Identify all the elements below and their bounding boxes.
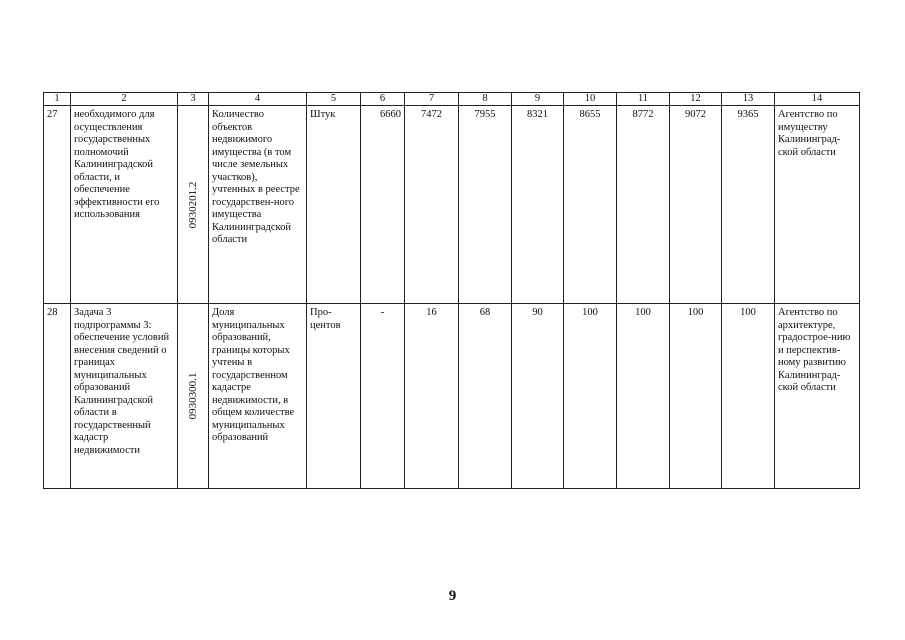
page-number: 9 xyxy=(448,588,457,604)
value-cell: 68 xyxy=(459,304,512,489)
value-cell: 8655 xyxy=(564,106,617,304)
col-header-4: 4 xyxy=(209,93,307,106)
goal-cell: необходимого для осуществления государственных полномочий Калининградской области, и обеспечение эффективности его использования xyxy=(71,106,178,304)
value-cell: 100 xyxy=(617,304,670,489)
unit-cell: Штук xyxy=(307,106,361,304)
code-cell xyxy=(178,304,209,489)
value-cell: 8321 xyxy=(512,106,564,304)
agency-cell: Агентство по имуществу Калининград-ской области xyxy=(775,106,860,304)
row-number: 28 xyxy=(44,304,71,489)
code-text: 0930201.2 xyxy=(186,181,199,228)
table-row xyxy=(44,304,860,489)
value-cell: 100 xyxy=(670,304,722,489)
col-header-1: 1 xyxy=(44,93,71,106)
agency-cell: Агентство по архитектуре, градострое-нию и перспектив-ному развитию Калининград-ской области xyxy=(775,304,860,489)
header-row xyxy=(44,93,860,106)
col-header-8: 8 xyxy=(459,93,512,106)
value-cell: 9072 xyxy=(670,106,722,304)
value-cell: - xyxy=(361,304,405,489)
table-row xyxy=(44,106,860,304)
col-header-2: 2 xyxy=(71,93,178,106)
code-cell xyxy=(178,106,209,304)
indicator-cell: Количество объектов недвижимого имущества (в том числе земельных участков), учтенных в реестре государствен-ного имущества Калининградской области xyxy=(209,106,307,304)
col-header-3: 3 xyxy=(178,93,209,106)
value-cell: 100 xyxy=(722,304,775,489)
col-header-14: 14 xyxy=(775,93,860,106)
col-header-10: 10 xyxy=(564,93,617,106)
goal-cell: Задача 3 подпрограммы 3: обеспечение условий внесения сведений о границах муниципальных образований Калининградской области в государственный кадастр недвижимости xyxy=(71,304,178,489)
col-header-7: 7 xyxy=(405,93,459,106)
col-header-11: 11 xyxy=(617,93,670,106)
col-header-12: 12 xyxy=(670,93,722,106)
row-number: 27 xyxy=(44,106,71,304)
code-text: 0930300.1 xyxy=(186,372,199,420)
indicator-cell: Доля муниципальных образований, границы которых учтены в государственном кадастре недвижимости, в общем количестве муниципальных образований xyxy=(209,304,307,489)
value-cell: 8772 xyxy=(617,106,670,304)
col-header-9: 9 xyxy=(512,93,564,106)
value-cell: 6660 xyxy=(361,106,405,304)
col-header-13: 13 xyxy=(722,93,775,106)
value-cell: 16 xyxy=(405,304,459,489)
value-cell: 7472 xyxy=(405,106,459,304)
unit-cell: Про-центов xyxy=(307,304,361,489)
value-cell: 90 xyxy=(512,304,564,489)
col-header-6: 6 xyxy=(361,93,405,106)
indicators-table xyxy=(43,92,860,489)
value-cell: 100 xyxy=(564,304,617,489)
value-cell: 9365 xyxy=(722,106,775,304)
value-cell: 7955 xyxy=(459,106,512,304)
col-header-5: 5 xyxy=(307,93,361,106)
